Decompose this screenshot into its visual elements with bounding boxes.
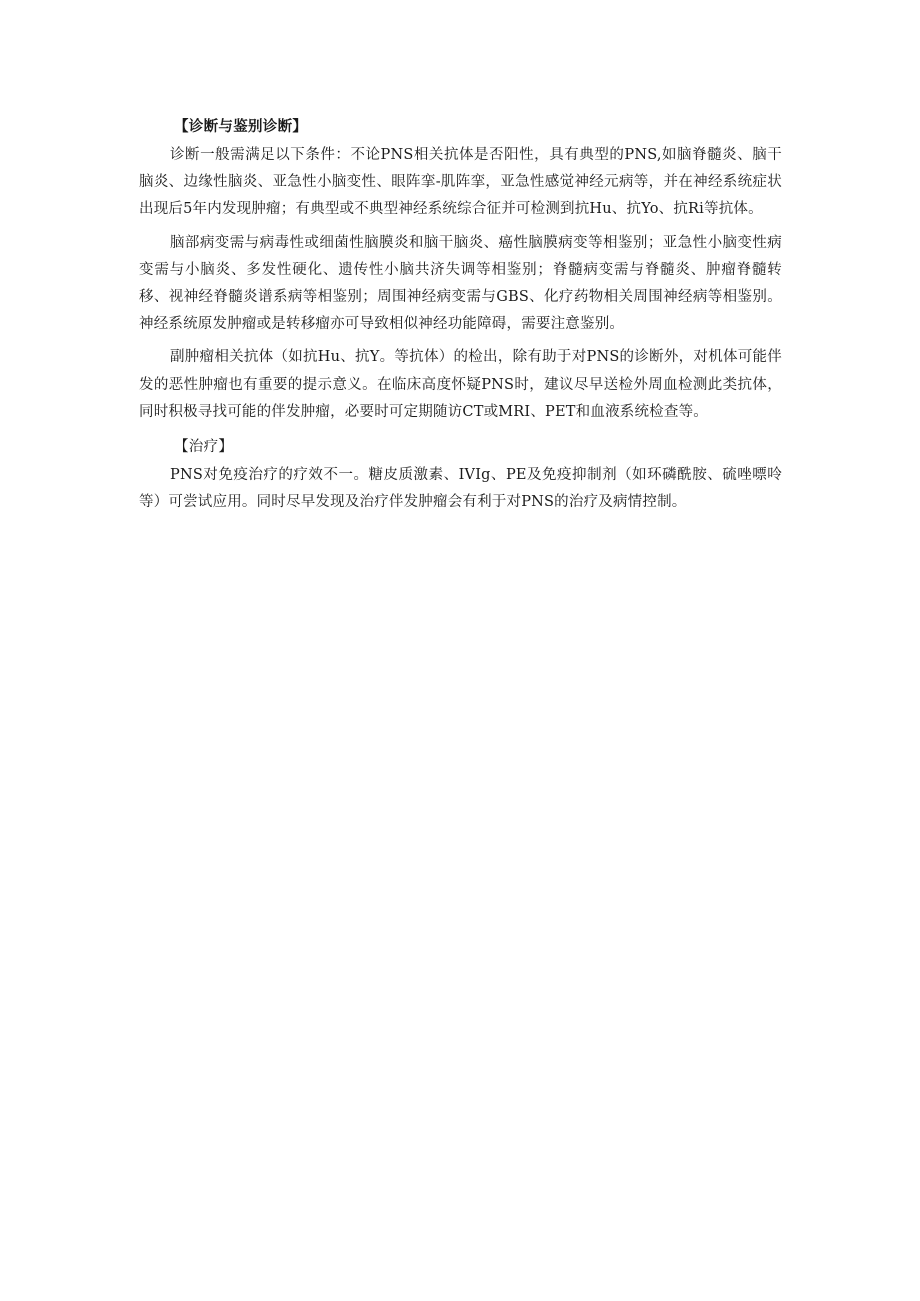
- diagnosis-criteria-paragraph: 诊断一般需满足以下条件：不论PNS相关抗体是否阳性，具有典型的PNS,如脑脊髓炎、脑干脑炎、边缘性脑炎、亚急性小脑变性、眼阵挛-肌阵挛，亚急性感觉神经元病等，并在神经系统症状出现后5年内发现肿瘤；有典型或不典型神经系统综合征并可检测到抗Hu、抗Yo、抗Ri等抗体。: [139, 147, 782, 218]
- differential-diagnosis-paragraph: 脑部病变需与病毒性或细菌性脑膜炎和脑干脑炎、癌性脑膜病变等相鉴别；亚急性小脑变性病变需与小脑炎、多发性硬化、遗传性小脑共济失调等相鉴别；脊髓病变需与脊髓炎、肿瘤脊髓转移、视神经脊髓炎谱系病等相鉴别；周围神经病变需与GBS、化疗药物相关周围神经病等相鉴别。神经系统原发肿瘤或是转移瘤亦可导致相似神经功能障碍，需要注意鉴别。: [139, 234, 782, 333]
- treatment-paragraph: PNS对免疫治疗的疗效不一。糖皮质激素、IVIg、PE及免疫抑制剂（如环磷酰胺、硫唑嘌呤等）可尝试应用。同时尽早发现及治疗伴发肿瘤会有利于对PNS的治疗及病情控制。: [139, 467, 782, 511]
- antibody-detection-paragraph: 副肿瘤相关抗体（如抗Hu、抗Y。等抗体）的检出，除有助于对PNS的诊断外，对机体可能伴发的恶性肿瘤也有重要的提示意义。在临床高度怀疑PNS时，建议尽早送检外周血检测此类抗体，同时积极寻找可能的伴发肿瘤，必要时可定期随访CT或MRI、PET和血液系统检查等。: [139, 349, 782, 420]
- treatment-heading: 【治疗】: [174, 439, 234, 456]
- diagnosis-heading: 【诊断与鉴别诊断】: [174, 119, 308, 135]
- document-page: [139, 112, 782, 522]
